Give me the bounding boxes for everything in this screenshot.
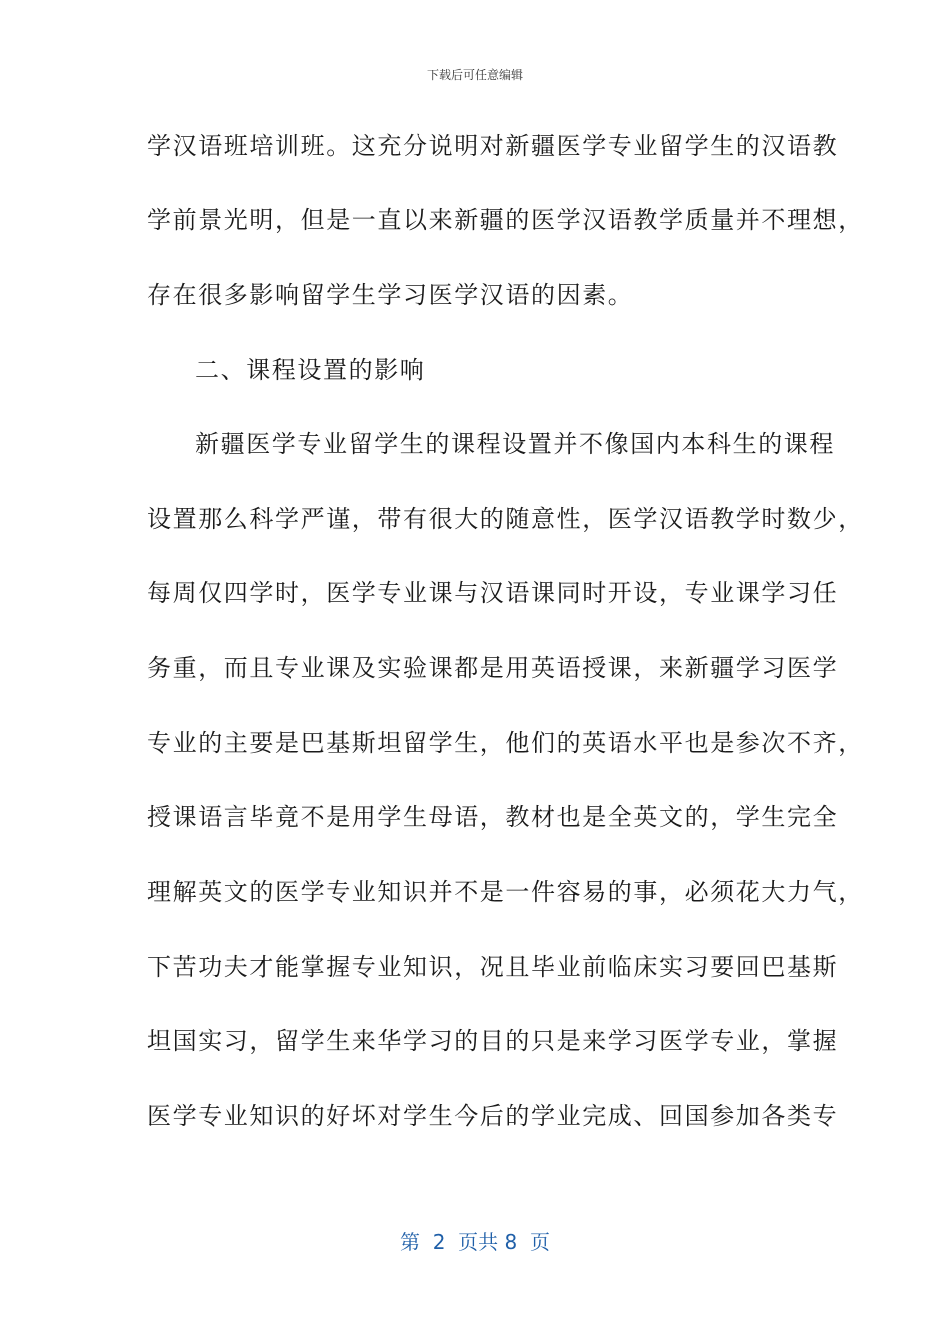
text-line: 每周仅四学时，医学专业课与汉语课同时开设，专业课学习任 xyxy=(147,579,839,607)
text-line: 学汉语班培训班。这充分说明对新疆医学专业留学生的汉语教 xyxy=(147,132,839,160)
text-line: 存在很多影响留学生学习医学汉语的因素。 xyxy=(147,281,634,309)
text-line: 授课语言毕竟不是用学生母语，教材也是全英文的，学生完全 xyxy=(147,803,839,831)
text-line: 务重，而且专业课及实验课都是用英语授课，来新疆学习医学 xyxy=(147,654,839,682)
text-line: 专业的主要是巴基斯坦留学生，他们的英语水平也是参次不齐， xyxy=(147,729,864,757)
text-line: 理解英文的医学专业知识并不是一件容易的事，必须花大力气， xyxy=(147,878,864,906)
section-heading: 二、课程设置的影响 xyxy=(195,356,426,384)
text-line: 医学专业知识的好坏对学生今后的学业完成、回国参加各类专 xyxy=(147,1102,839,1130)
page-number-footer: 第 2 页共 8 页 xyxy=(400,1230,550,1254)
page-header: 下载后可任意编辑 xyxy=(426,68,523,82)
text-line: 新疆医学专业留学生的课程设置并不像国内本科生的课程 xyxy=(195,430,835,458)
text-line: 学前景光明，但是一直以来新疆的医学汉语教学质量并不理想， xyxy=(147,206,864,234)
text-line: 坦国实习，留学生来华学习的目的只是来学习医学专业，掌握 xyxy=(147,1027,839,1055)
text-line: 下苦功夫才能掌握专业知识，况且毕业前临床实习要回巴基斯 xyxy=(147,953,839,981)
text-line: 设置那么科学严谨，带有很大的随意性，医学汉语教学时数少， xyxy=(147,505,864,533)
